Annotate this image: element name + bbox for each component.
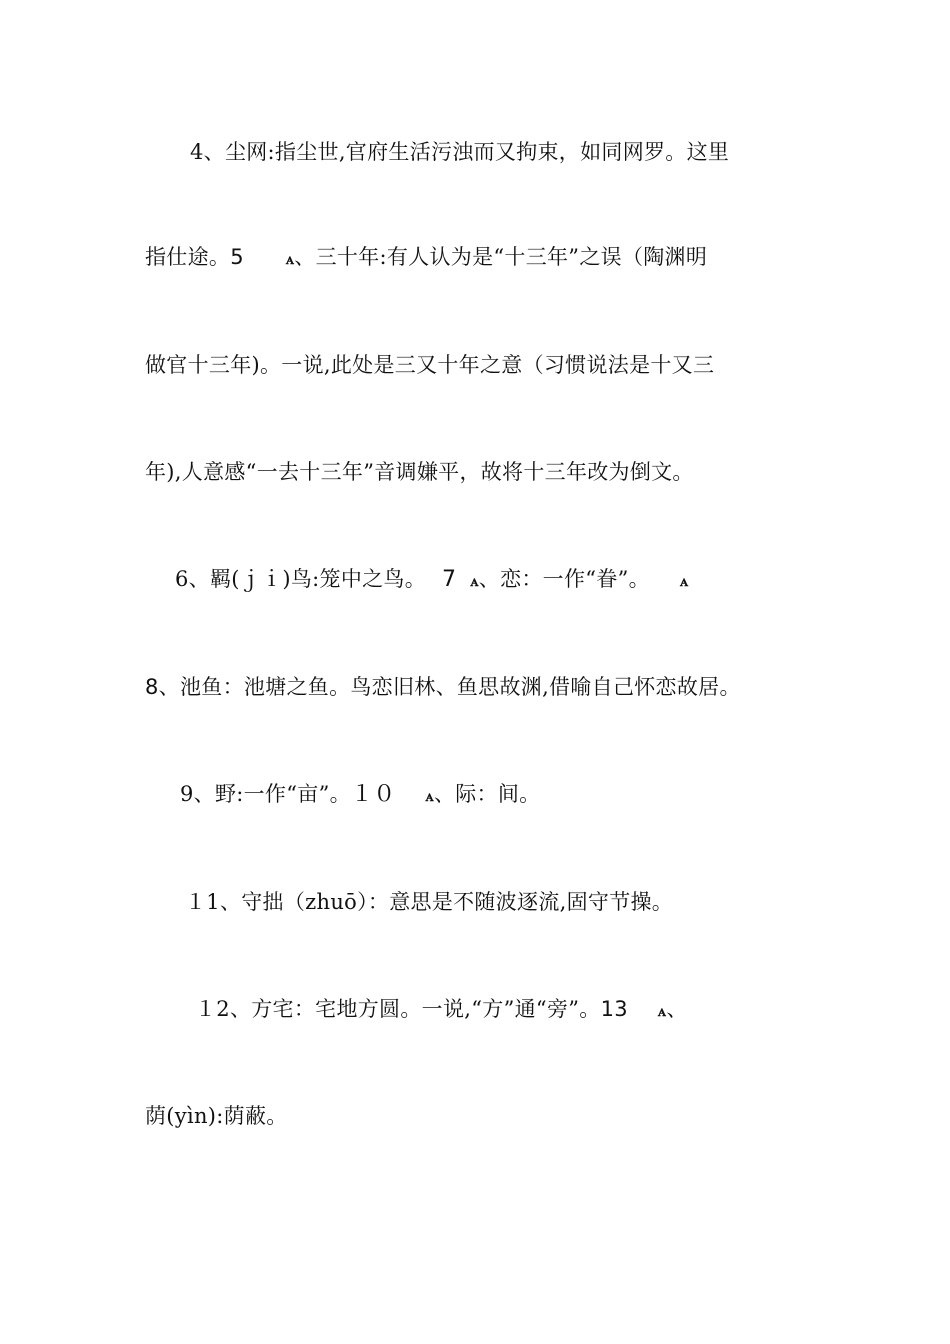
glyph-mark-icon: ꭺ [425, 786, 434, 805]
note-text: 9、野:一作“亩”。 [180, 782, 351, 806]
note-line-5-cont [145, 355, 714, 376]
note-line-13-cont [145, 1106, 288, 1127]
note-text: 、三十年:有人认为是“十三年”之误（陶渊明 [294, 245, 708, 269]
note-line-5-end [145, 462, 694, 483]
note-text: 年),人意感“一去十三年”音调嫌平，故将十三年改为倒文。 [145, 460, 694, 484]
note-line-6-7 [175, 569, 688, 591]
note-text: 6、羁(ｊｉ)鸟:笼中之鸟。 [175, 567, 427, 591]
note-line-5 [145, 247, 707, 268]
note-number: 13 [600, 997, 628, 1021]
note-text: １1、守拙（zhuō）：意思是不随波逐流,固守节操。 [185, 890, 674, 914]
note-number: 7 [442, 567, 457, 592]
glyph-mark-icon: ꭺ [657, 1001, 667, 1020]
note-line-8 [145, 677, 741, 698]
glyph-mark-icon: ꭺ [679, 571, 689, 590]
note-number: 8 [145, 675, 159, 699]
note-text: 荫(yìn):荫蔽。 [145, 1104, 288, 1128]
note-text: 4、尘网:指尘世,官府生活污浊而又拘束，如同网罗。这里 [190, 140, 730, 164]
note-line-11 [185, 892, 673, 913]
note-text: 做官十三年)。一说,此处是三又十年之意（习惯说法是十又三 [145, 353, 715, 377]
note-line-4 [190, 142, 729, 163]
note-text: 、恋：一作“眷”。 [478, 567, 650, 591]
note-text: 指仕途。 [145, 245, 231, 269]
glyph-mark-icon: ꭺ [285, 249, 295, 268]
note-number: １０ [350, 782, 396, 807]
note-text: １2、方宅：宅地方圆。一说,“方”通“旁”。 [195, 997, 601, 1021]
note-text: 、际：间。 [433, 782, 541, 806]
note-line-12-13 [195, 999, 688, 1020]
note-number: 5 [230, 245, 244, 269]
note-line-9-10 [180, 784, 540, 806]
note-text: 、池鱼：池塘之鱼。鸟恋旧林、鱼思故渊,借喻自己怀恋故居。 [158, 675, 741, 699]
note-text: 、 [666, 997, 688, 1021]
glyph-mark-icon: ꭺ [470, 571, 479, 590]
